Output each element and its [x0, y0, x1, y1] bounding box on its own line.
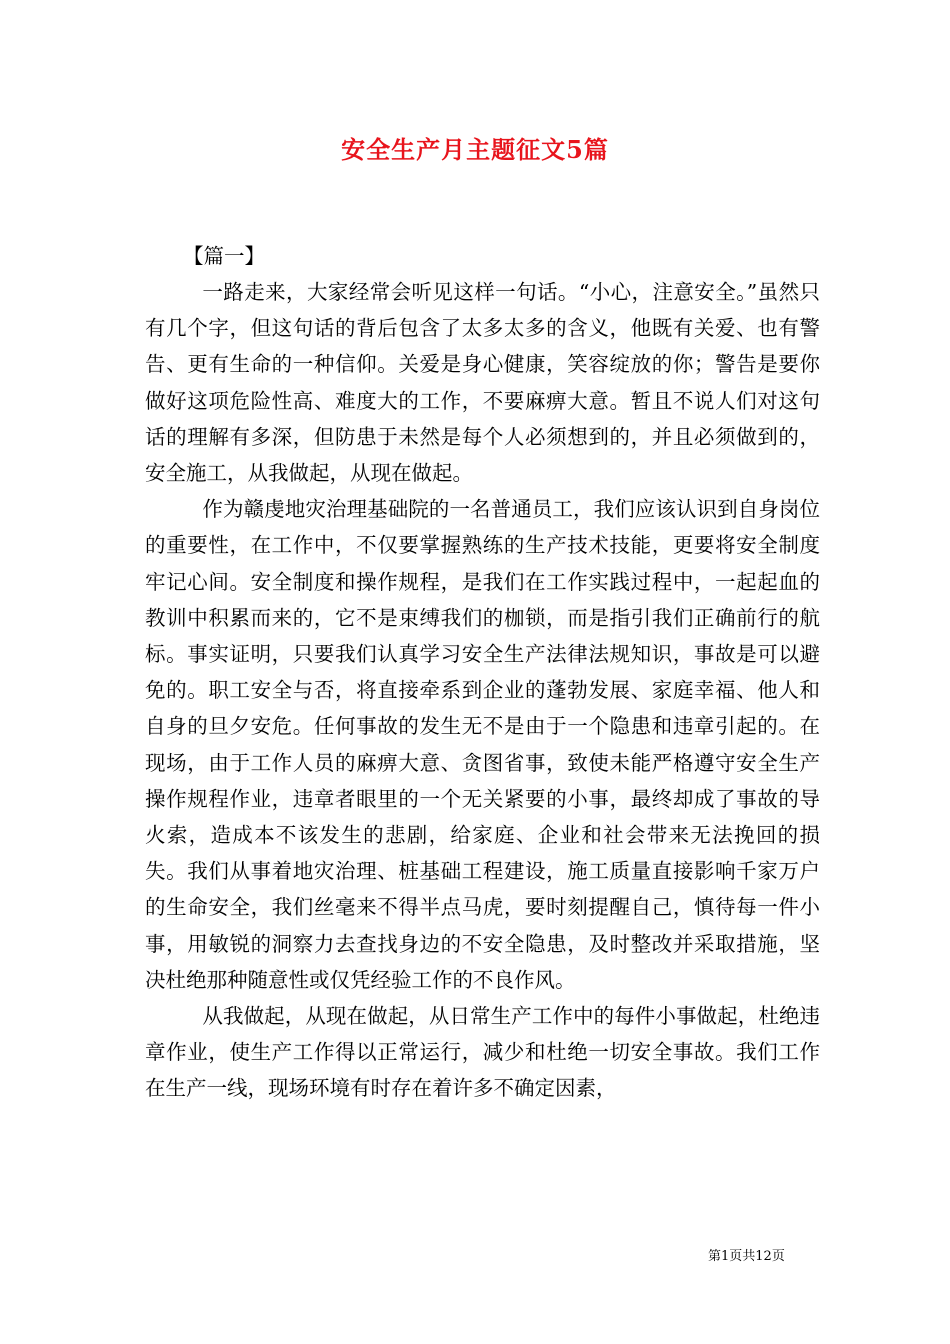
paragraph-1: 一路走来，大家经常会听见这样一句话。“小心，注意安全。”虽然只有几个字，但这句话的背后包含了太多太多的含义，他既有关爱、也有警告、更有生命的一种信仰。关爱是身心健康，笑容绽放的你；警告是要你做好这项危险性高、难度大的工作，不要麻痹大意。暂且不说人们对这句话的理解有多深，但防患于未然是每个人必须想到的，并且必须做到的，安全施工，从我做起，从现在做起。	[145, 280, 820, 486]
paragraph-2: 作为赣虔地灾治理基础院的一名普通员工，我们应该认识到自身岗位的重要性，在工作中，不仅要掌握熟练的生产技术技能，更要将安全制度牢记心间。安全制度和操作规程，是我们在工作实践过程中，一起起血的教训中积累而来的，它不是束缚我们的枷锁，而是指引我们正确前行的航标。事实证明，只要我们认真学习安全生产法律法规知识，事故是可以避免的。职工安全与否，将直接牵系到企业的蓬勃发展、家庭幸福、他人和自身的旦夕安危。任何事故的发生无不是由于一个隐患和违章引起的。在现场，由于工作人员的麻痹大意、贪图省事，致使未能严格遵守安全生产操作规程作业，违章者眼里的一个无关紧要的小事，最终却成了事故的导火索，造成本不该发生的悲剧，给家庭、企业和社会带来无法挽回的损失。我们从事着地灾治理、桩基础工程建设，施工质量直接影响千家万户的生命安全，我们丝毫来不得半点马虎，要时刻提醒自己，慎待每一件小事，用敏锐的洞察力去查找身边的不安全隐患，及时整改并采取措施，坚决杜绝那种随意性或仅凭经验工作的不良作风。	[145, 497, 820, 992]
document-body	[145, 274, 820, 1107]
document-title: 安全生产月主题征文5篇	[341, 135, 609, 164]
page-footer: 第1页共12页	[708, 1249, 785, 1264]
section-label: 【篇一】	[183, 244, 265, 268]
paragraph-3: 从我做起，从现在做起，从日常生产工作中的每件小事做起，杜绝违章作业，使生产工作得以正常运行，减少和杜绝一切安全事故。我们工作在生产一线，现场环境有时存在着许多不确定因素，	[145, 1004, 820, 1101]
